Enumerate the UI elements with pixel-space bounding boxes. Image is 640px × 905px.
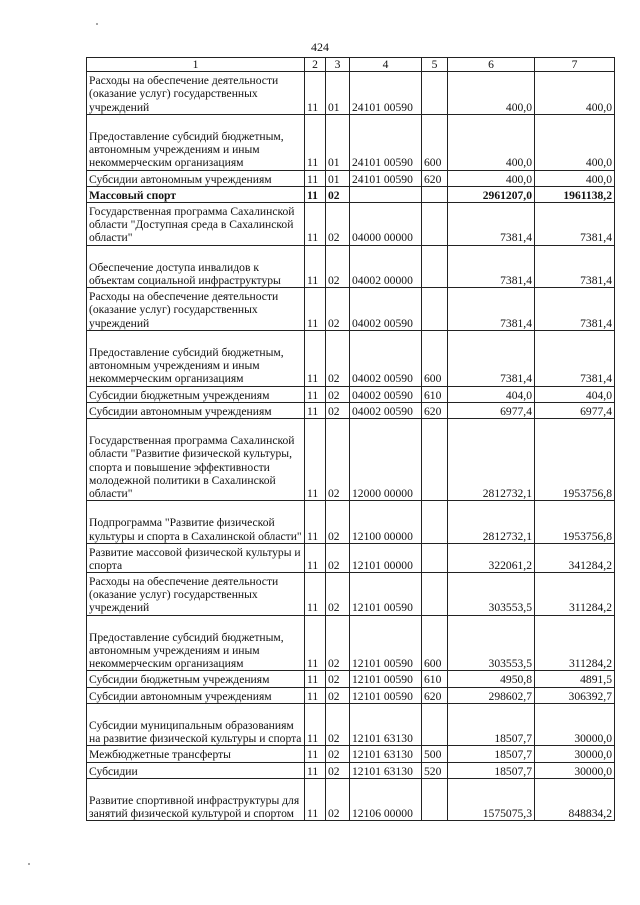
expense-type-code	[422, 573, 448, 616]
column-header: 3	[326, 58, 350, 72]
row-name: Расходы на обеспечение деятельности (оказание услуг) государственных учреждений	[87, 288, 305, 331]
expense-type-code: 620	[422, 687, 448, 703]
column-header: 6	[448, 58, 535, 72]
subsection-code: 02	[326, 330, 350, 386]
subsection-code: 02	[326, 762, 350, 778]
row-name: Обеспечение доступа инвалидов к объектам социальной инфраструктуры	[87, 245, 305, 288]
target-article-code: 04002 00590	[350, 402, 422, 418]
expense-type-code: 600	[422, 615, 448, 671]
amount-year-2: 400,0	[535, 170, 615, 186]
amount-year-2: 400,0	[535, 72, 615, 115]
amount-year-2: 30000,0	[535, 746, 615, 762]
amount-year-1: 400,0	[448, 114, 535, 170]
expense-type-code: 620	[422, 402, 448, 418]
target-article-code: 04002 00000	[350, 245, 422, 288]
section-code: 11	[305, 72, 326, 115]
amount-year-1: 18507,7	[448, 703, 535, 746]
expense-type-code	[422, 245, 448, 288]
table-row	[87, 746, 615, 762]
amount-year-1: 400,0	[448, 170, 535, 186]
expense-type-code: 620	[422, 170, 448, 186]
table-row	[87, 762, 615, 778]
row-name: Предоставление субсидий бюджетным, автономным учреждениям и иным некоммерческим организациям	[87, 114, 305, 170]
amount-year-2: 341284,2	[535, 543, 615, 572]
column-header: 4	[350, 58, 422, 72]
expense-type-code	[422, 703, 448, 746]
subsection-code: 02	[326, 671, 350, 687]
target-article-code: 12101 63130	[350, 703, 422, 746]
amount-year-1: 2812732,1	[448, 418, 535, 500]
table-row	[87, 615, 615, 671]
page-number: 424	[311, 40, 329, 54]
section-code: 11	[305, 202, 326, 245]
amount-year-1: 7381,4	[448, 330, 535, 386]
row-name: Субсидии муниципальным образованиям на развитие физической культуры и спорта	[87, 703, 305, 746]
subsection-code: 02	[326, 543, 350, 572]
row-name: Межбюджетные трансферты	[87, 746, 305, 762]
amount-year-2: 1953756,8	[535, 501, 615, 544]
subsection-code: 02	[326, 418, 350, 500]
target-article-code: 12101 00590	[350, 573, 422, 616]
row-name: Субсидии бюджетным учреждениям	[87, 386, 305, 402]
amount-year-1: 6977,4	[448, 402, 535, 418]
subsection-code: 02	[326, 501, 350, 544]
amount-year-1: 303553,5	[448, 615, 535, 671]
section-code: 11	[305, 418, 326, 500]
expense-type-code	[422, 186, 448, 202]
amount-year-2: 7381,4	[535, 202, 615, 245]
subsection-code: 02	[326, 746, 350, 762]
table-row	[87, 687, 615, 703]
table-row	[87, 186, 615, 202]
section-code: 11	[305, 386, 326, 402]
amount-year-2: 30000,0	[535, 762, 615, 778]
amount-year-1: 7381,4	[448, 245, 535, 288]
target-article-code: 24101 00590	[350, 72, 422, 115]
amount-year-1: 18507,7	[448, 746, 535, 762]
amount-year-1: 7381,4	[448, 202, 535, 245]
target-article-code: 12101 63130	[350, 746, 422, 762]
expense-type-code	[422, 418, 448, 500]
amount-year-2: 400,0	[535, 114, 615, 170]
section-code: 11	[305, 501, 326, 544]
amount-year-2: 1961138,2	[535, 186, 615, 202]
section-code: 11	[305, 671, 326, 687]
table-row	[87, 170, 615, 186]
subsection-code: 02	[326, 402, 350, 418]
amount-year-1: 2812732,1	[448, 501, 535, 544]
amount-year-2: 7381,4	[535, 330, 615, 386]
table-row	[87, 543, 615, 572]
subsection-code: 02	[326, 687, 350, 703]
table-row	[87, 72, 615, 115]
subsection-code: 02	[326, 615, 350, 671]
subsection-code: 01	[326, 114, 350, 170]
section-code: 11	[305, 330, 326, 386]
amount-year-2: 404,0	[535, 386, 615, 402]
section-code: 11	[305, 402, 326, 418]
row-name: Расходы на обеспечение деятельности (оказание услуг) государственных учреждений	[87, 72, 305, 115]
target-article-code: 12000 00000	[350, 418, 422, 500]
section-code: 11	[305, 615, 326, 671]
table-row	[87, 330, 615, 386]
expense-type-code: 520	[422, 762, 448, 778]
row-name: Развитие спортивной инфраструктуры для занятий физической культурой и спортом	[87, 778, 305, 821]
table-row	[87, 778, 615, 821]
row-name: Субсидии автономным учреждениям	[87, 687, 305, 703]
row-name: Субсидии автономным учреждениям	[87, 170, 305, 186]
amount-year-1: 1575075,3	[448, 778, 535, 821]
expense-type-code: 500	[422, 746, 448, 762]
amount-year-1: 2961207,0	[448, 186, 535, 202]
amount-year-2: 7381,4	[535, 288, 615, 331]
table-row	[87, 114, 615, 170]
amount-year-2: 311284,2	[535, 615, 615, 671]
table-row	[87, 703, 615, 746]
target-article-code: 24101 00590	[350, 170, 422, 186]
row-name: Предоставление субсидий бюджетным, автономным учреждениям и иным некоммерческим организациям	[87, 330, 305, 386]
amount-year-2: 6977,4	[535, 402, 615, 418]
column-header: 5	[422, 58, 448, 72]
target-article-code: 04002 00590	[350, 288, 422, 331]
amount-year-1: 303553,5	[448, 573, 535, 616]
row-name: Государственная программа Сахалинской области "Развитие физической культуры, спорта и повышение эффективности молодежной политики в Сахалинской области"	[87, 418, 305, 500]
row-name: Предоставление субсидий бюджетным, автономным учреждениям и иным некоммерческим организациям	[87, 615, 305, 671]
row-name: Расходы на обеспечение деятельности (оказание услуг) государственных учреждений	[87, 573, 305, 616]
table-row	[87, 245, 615, 288]
section-code: 11	[305, 186, 326, 202]
subsection-code: 02	[326, 778, 350, 821]
expense-type-code	[422, 543, 448, 572]
subsection-code: 02	[326, 186, 350, 202]
amount-year-1: 18507,7	[448, 762, 535, 778]
subsection-code: 02	[326, 703, 350, 746]
target-article-code: 04002 00590	[350, 330, 422, 386]
table-row	[87, 418, 615, 500]
expense-type-code	[422, 501, 448, 544]
scan-speck	[96, 23, 98, 25]
target-article-code: 12101 63130	[350, 762, 422, 778]
amount-year-1: 298602,7	[448, 687, 535, 703]
subsection-code: 01	[326, 72, 350, 115]
expense-type-code	[422, 288, 448, 331]
subsection-code: 02	[326, 573, 350, 616]
section-code: 11	[305, 687, 326, 703]
column-header: 2	[305, 58, 326, 72]
amount-year-2: 30000,0	[535, 703, 615, 746]
subsection-code: 02	[326, 245, 350, 288]
subsection-code: 01	[326, 170, 350, 186]
row-name: Подпрограмма "Развитие физической культуры и спорта в Сахалинской области"	[87, 501, 305, 544]
row-name: Субсидии автономным учреждениям	[87, 402, 305, 418]
table-row	[87, 386, 615, 402]
section-code: 11	[305, 288, 326, 331]
target-article-code: 24101 00590	[350, 114, 422, 170]
scan-speck	[28, 863, 30, 865]
table-row	[87, 402, 615, 418]
subsection-code: 02	[326, 202, 350, 245]
section-code: 11	[305, 778, 326, 821]
amount-year-1: 7381,4	[448, 288, 535, 331]
target-article-code: 12101 00000	[350, 543, 422, 572]
subsection-code: 02	[326, 386, 350, 402]
table-row	[87, 573, 615, 616]
expense-type-code	[422, 72, 448, 115]
table-row	[87, 202, 615, 245]
section-code: 11	[305, 245, 326, 288]
amount-year-2: 7381,4	[535, 245, 615, 288]
amount-year-2: 1953756,8	[535, 418, 615, 500]
expense-type-code: 610	[422, 386, 448, 402]
table-row	[87, 671, 615, 687]
expense-type-code: 610	[422, 671, 448, 687]
section-code: 11	[305, 573, 326, 616]
target-article-code: 04000 00000	[350, 202, 422, 245]
row-name: Массовый спорт	[87, 186, 305, 202]
section-code: 11	[305, 543, 326, 572]
table-row	[87, 288, 615, 331]
target-article-code: 12101 00590	[350, 615, 422, 671]
expense-type-code	[422, 202, 448, 245]
section-code: 11	[305, 746, 326, 762]
row-name: Субсидии	[87, 762, 305, 778]
table-row	[87, 501, 615, 544]
column-header: 7	[535, 58, 615, 72]
target-article-code: 12101 00590	[350, 687, 422, 703]
section-code: 11	[305, 170, 326, 186]
target-article-code: 12100 00000	[350, 501, 422, 544]
row-name: Развитие массовой физической культуры и спорта	[87, 543, 305, 572]
target-article-code: 12106 00000	[350, 778, 422, 821]
subsection-code: 02	[326, 288, 350, 331]
section-code: 11	[305, 762, 326, 778]
column-header: 1	[87, 58, 305, 72]
budget-table	[86, 57, 615, 821]
row-name: Государственная программа Сахалинской области "Доступная среда в Сахалинской области"	[87, 202, 305, 245]
expense-type-code: 600	[422, 330, 448, 386]
amount-year-1: 404,0	[448, 386, 535, 402]
row-name: Субсидии бюджетным учреждениям	[87, 671, 305, 687]
section-code: 11	[305, 703, 326, 746]
amount-year-2: 4891,5	[535, 671, 615, 687]
expense-type-code: 600	[422, 114, 448, 170]
target-article-code: 12101 00590	[350, 671, 422, 687]
amount-year-2: 311284,2	[535, 573, 615, 616]
amount-year-1: 322061,2	[448, 543, 535, 572]
target-article-code: 04002 00590	[350, 386, 422, 402]
amount-year-2: 848834,2	[535, 778, 615, 821]
amount-year-2: 306392,7	[535, 687, 615, 703]
section-code: 11	[305, 114, 326, 170]
target-article-code	[350, 186, 422, 202]
amount-year-1: 400,0	[448, 72, 535, 115]
amount-year-1: 4950,8	[448, 671, 535, 687]
column-number-header	[87, 58, 615, 72]
expense-type-code	[422, 778, 448, 821]
